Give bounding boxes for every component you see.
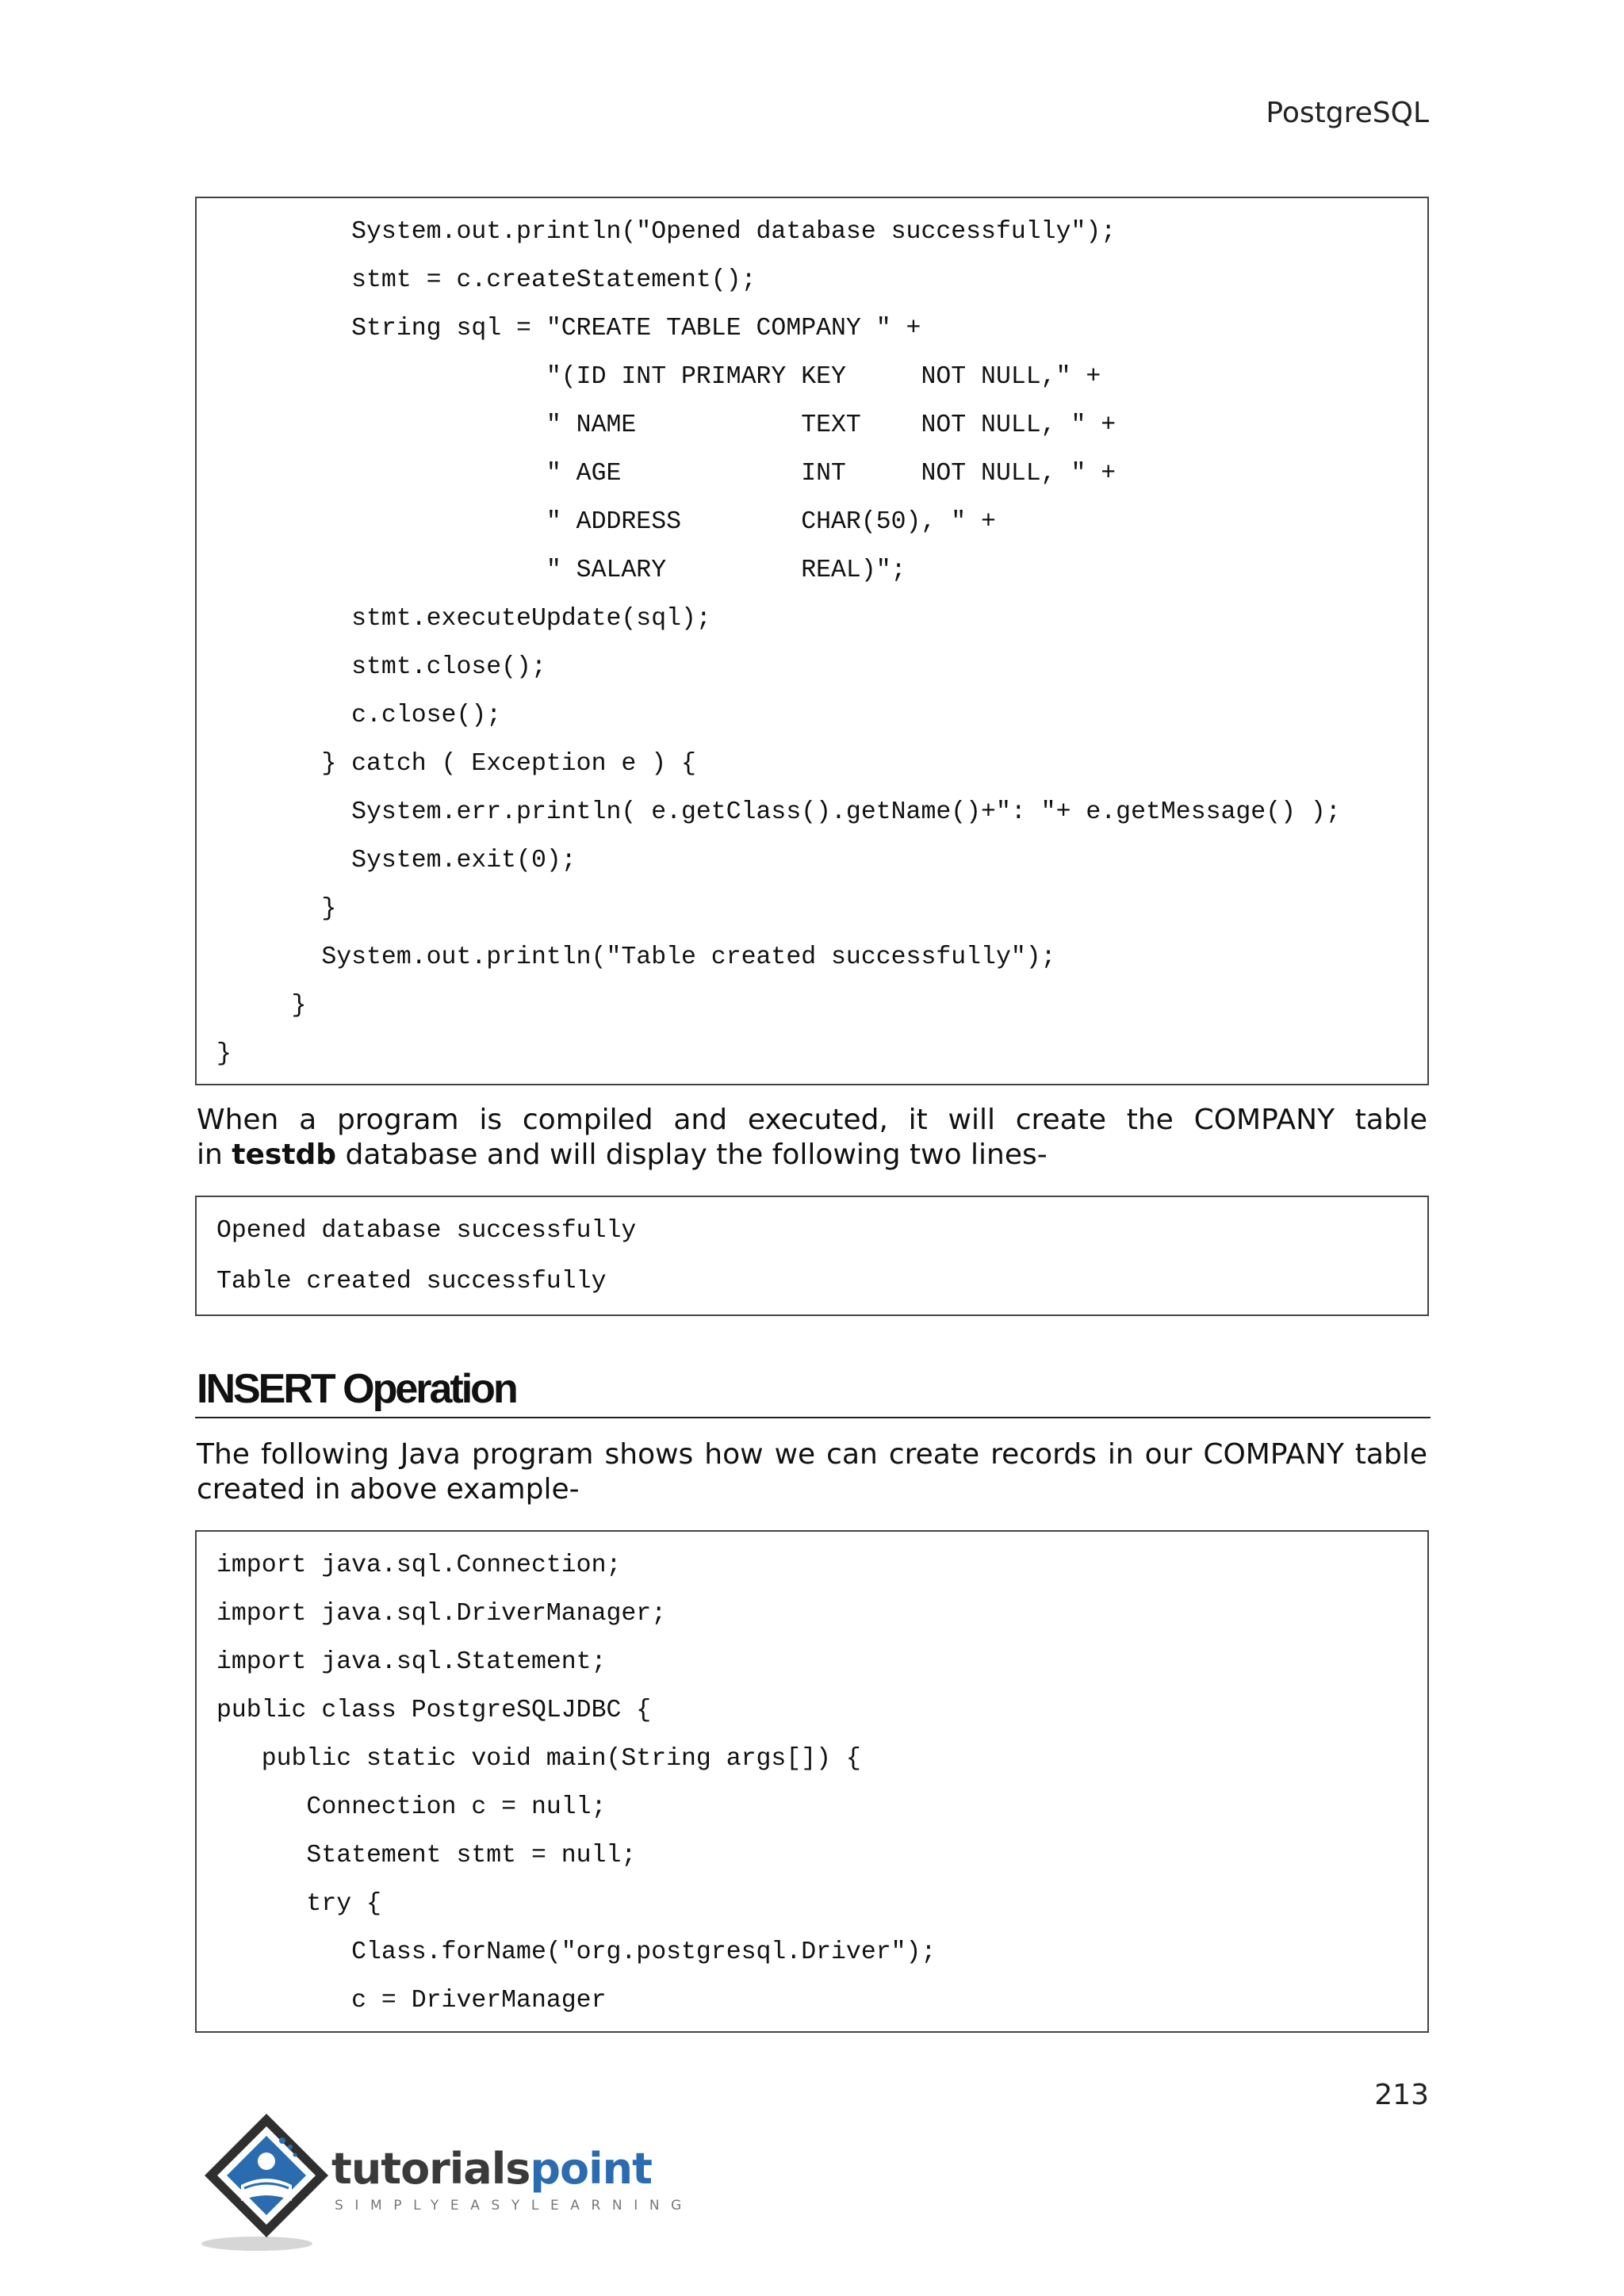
database-name: testdb [232, 1138, 337, 1171]
code-line: import java.sql.DriverManager; [216, 1600, 667, 1628]
code-line: " AGE INT NOT NULL, " + [216, 460, 1116, 488]
paragraph-insert-description [197, 1437, 1427, 1507]
page-header-title: PostgreSQL [1266, 97, 1429, 129]
code-line: System.out.println("Table created successfully"); [216, 943, 1056, 971]
code-line: " NAME TEXT NOT NULL, " + [216, 411, 1116, 439]
code-line: String sql = "CREATE TABLE COMPANY " + [216, 315, 921, 342]
code-line: import java.sql.Statement; [216, 1648, 607, 1676]
code-line: } [216, 1040, 232, 1068]
code-line: import java.sql.Connection; [216, 1552, 622, 1579]
code-line: c = DriverManager [216, 1987, 607, 2015]
paragraph-line [197, 1138, 1427, 1173]
output-line: Table created successfully [216, 1268, 607, 1295]
code-line: " ADDRESS CHAR(50), " + [216, 508, 996, 536]
logo-tagline: SIMPLYEASYLEARNING [335, 2198, 693, 2214]
code-line: } [216, 895, 337, 923]
code-line: } [216, 992, 307, 1020]
code-line: Class.forName("org.postgresql.Driver"); [216, 1938, 936, 1966]
code-line: public class PostgreSQLJDBC { [216, 1697, 652, 1724]
section-divider [195, 1417, 1431, 1418]
output-line: Opened database successfully [216, 1217, 637, 1245]
paragraph-line: The following Java program shows how we can create records in our COMPANY table [197, 1438, 1427, 1471]
logo-word-tutorials: tutorials [331, 2144, 530, 2194]
code-line: } catch ( Exception e ) { [216, 750, 696, 778]
code-line: public static void main(String args[]) { [216, 1745, 861, 1773]
paragraph-line: created in above example- [197, 1473, 580, 1506]
page-number: 213 [1374, 2079, 1429, 2111]
logo-word-point: point [530, 2144, 652, 2194]
code-line: Statement stmt = null; [216, 1842, 637, 1869]
code-line: "(ID INT PRIMARY KEY NOT NULL," + [216, 363, 1101, 391]
code-line: stmt.executeUpdate(sql); [216, 605, 711, 633]
logo-diamond-icon [195, 2109, 338, 2252]
code-block-insert [195, 1530, 1429, 2033]
paragraph-text: database and will display the following two lines- [336, 1138, 1048, 1171]
section-title: INSERT Operation [197, 1366, 516, 1412]
tutorialspoint-logo [195, 2109, 693, 2252]
paragraph-text: in [197, 1138, 232, 1171]
code-block-create-table [195, 197, 1429, 1085]
paragraph-line: When a program is compiled and executed, it will create the COMPANY table [197, 1104, 1427, 1136]
paragraph-compile-description [197, 1103, 1427, 1173]
code-line: System.out.println("Opened database successfully"); [216, 218, 1116, 246]
code-line: try { [216, 1890, 381, 1918]
code-line: c.close(); [216, 702, 502, 729]
output-block [195, 1196, 1429, 1316]
code-line: System.err.println( e.getClass().getName()+": "+ e.getMessage() ); [216, 798, 1341, 826]
logo-wordmark [331, 2144, 652, 2194]
code-line: stmt.close(); [216, 653, 546, 681]
code-line: Connection c = null; [216, 1793, 607, 1821]
code-line: stmt = c.createStatement(); [216, 266, 756, 294]
code-line: " SALARY REAL)"; [216, 557, 906, 584]
code-line: System.exit(0); [216, 847, 576, 874]
